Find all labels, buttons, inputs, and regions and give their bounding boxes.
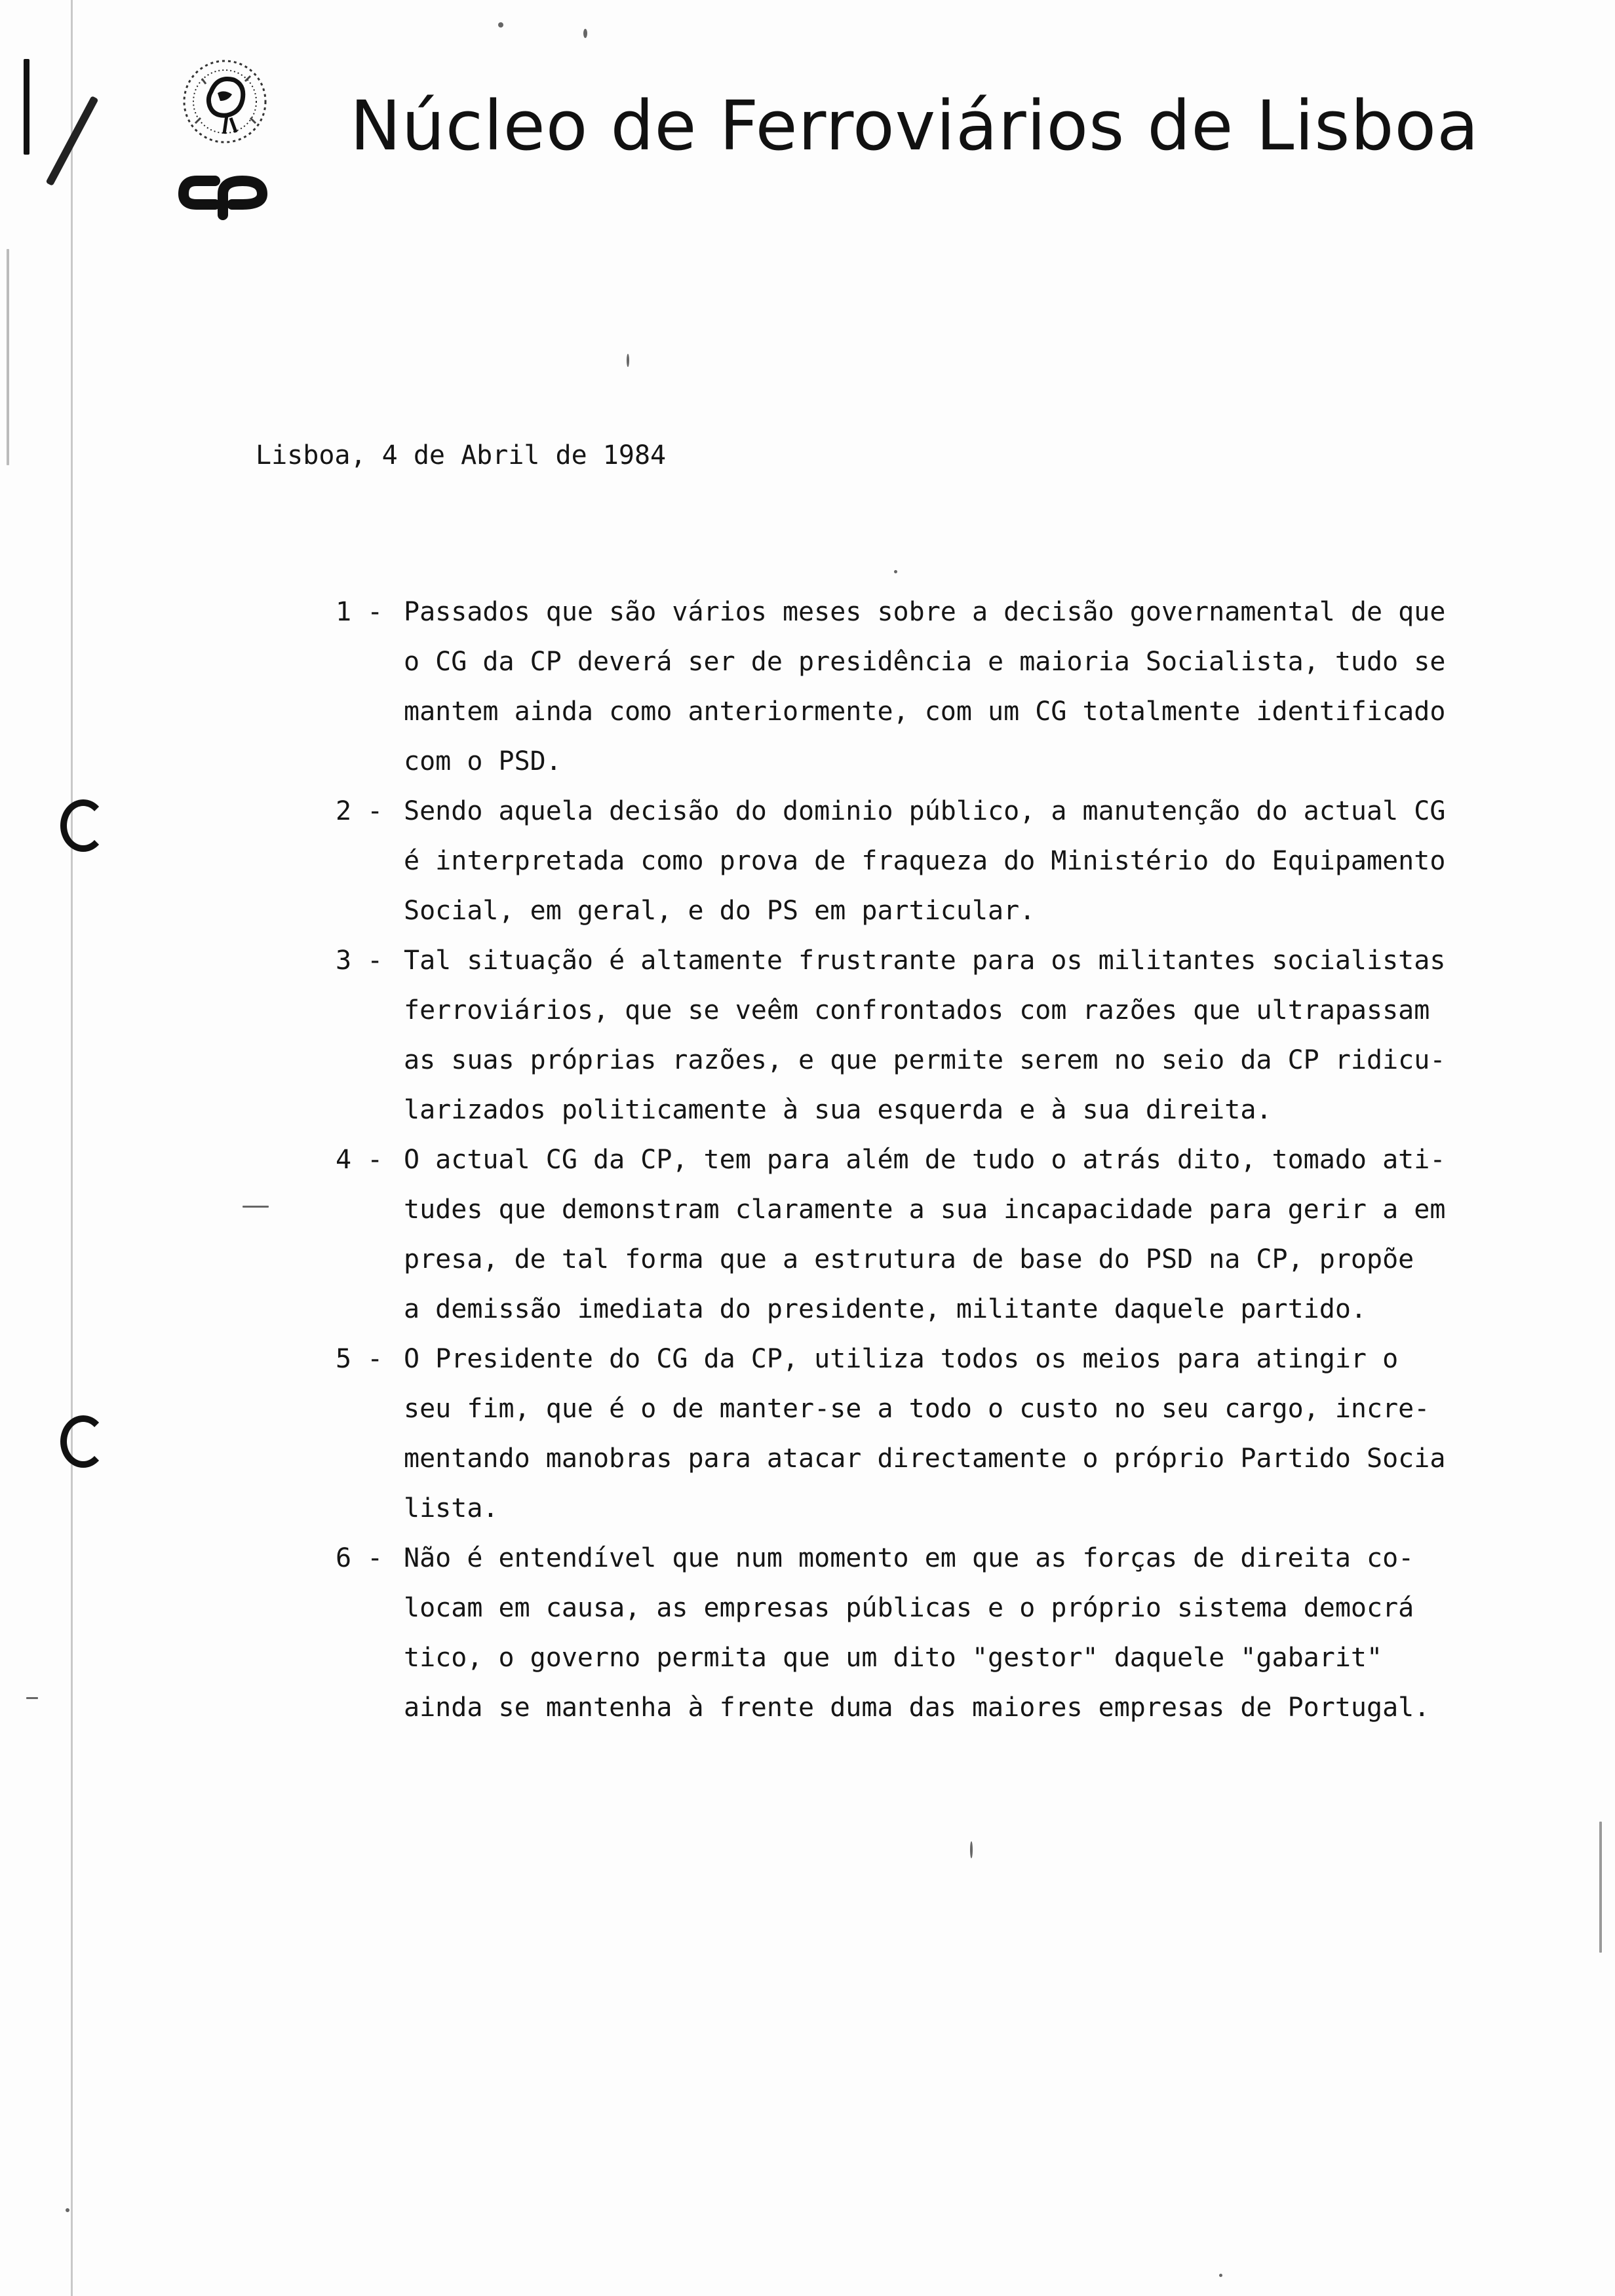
scan-speck xyxy=(66,2208,69,2212)
text-line: Social, em geral, e do PS em particular. xyxy=(404,896,1036,926)
item-text xyxy=(404,587,1528,786)
text-line: tico, o governo permita que um dito "gestor" daquele "gabarit" xyxy=(404,1643,1383,1673)
list-item xyxy=(336,1533,1528,1732)
text-line: presa, de tal forma que a estrutura de base do PSD na CP, propõe xyxy=(404,1244,1414,1274)
organization-title: Núcleo de Ferroviários de Lisboa xyxy=(350,86,1479,166)
item-text xyxy=(404,786,1528,936)
list-item xyxy=(336,1135,1528,1334)
scan-speck xyxy=(1599,1822,1602,1953)
item-number: 5 - xyxy=(336,1344,383,1374)
text-line: Tal situação é altamente frustrante para os militantes socialistas xyxy=(404,946,1446,976)
text-line: Não é entendível que num momento em que as forças de direita co- xyxy=(404,1543,1414,1573)
text-line: tudes que demonstram claramente a sua incapacidade para gerir a em xyxy=(404,1195,1446,1225)
item-number: 4 - xyxy=(336,1145,383,1175)
party-emblem-icon xyxy=(172,52,278,151)
text-line: as suas próprias razões, e que permite serem no seio da CP ridicu- xyxy=(404,1045,1446,1075)
item-number: 2 - xyxy=(336,796,383,826)
text-line: Passados que são vários meses sobre a decisão governamental de que xyxy=(404,597,1446,627)
item-text xyxy=(404,1135,1528,1334)
text-line: lista. xyxy=(404,1493,499,1523)
list-item xyxy=(336,587,1528,786)
text-line: mentando manobras para atacar directamente o próprio Partido Socia xyxy=(404,1444,1446,1474)
text-line: a demissão imediata do presidente, militante daquele partido. xyxy=(404,1294,1367,1324)
punch-hole-top xyxy=(60,799,106,852)
item-number: 1 - xyxy=(336,597,383,627)
punch-hole-bottom xyxy=(60,1415,106,1468)
item-text xyxy=(404,1533,1528,1732)
text-line: ainda se mantenha à frente duma das maiores empresas de Portugal. xyxy=(404,1693,1430,1723)
letter-date: Lisboa, 4 de Abril de 1984 xyxy=(256,440,667,470)
binder-mark xyxy=(24,59,29,155)
text-line: larizados politicamente à sua esquerda e à sua direita. xyxy=(404,1095,1272,1125)
list-item xyxy=(336,1334,1528,1533)
scan-speck xyxy=(583,29,587,38)
scan-speck xyxy=(7,249,9,465)
text-line: é interpretada como prova de fraqueza do Ministério do Equipamento xyxy=(404,846,1446,876)
scan-speck xyxy=(498,22,503,28)
scan-speck xyxy=(894,570,897,573)
text-line: seu fim, que é o de manter-se a todo o custo no seu cargo, incre- xyxy=(404,1394,1430,1424)
scan-speck xyxy=(1219,2274,1222,2277)
text-line: o CG da CP deverá ser de presidência e maioria Socialista, tudo se xyxy=(404,647,1446,677)
numbered-points-list xyxy=(336,587,1528,1732)
list-item xyxy=(336,936,1528,1135)
text-line: com o PSD. xyxy=(404,746,562,776)
item-number: 3 - xyxy=(336,946,383,976)
list-item xyxy=(336,786,1528,936)
scan-speck xyxy=(243,1206,269,1208)
scan-speck xyxy=(970,1841,973,1858)
text-line: O actual CG da CP, tem para além de tudo o atrás dito, tomado ati- xyxy=(404,1145,1446,1175)
scan-speck xyxy=(627,354,629,367)
text-line: O Presidente do CG da CP, utiliza todos os meios para atingir o xyxy=(404,1344,1399,1374)
text-line: Sendo aquela decisão do dominio público, a manutenção do actual CG xyxy=(404,796,1446,826)
text-line: ferroviários, que se veêm confrontados com razões que ultrapassam xyxy=(404,995,1430,1025)
scan-speck xyxy=(26,1697,38,1699)
item-text xyxy=(404,936,1528,1135)
item-number: 6 - xyxy=(336,1543,383,1573)
binder-margin-line xyxy=(71,0,73,2296)
text-line: locam em causa, as empresas públicas e o próprio sistema democrá xyxy=(404,1593,1414,1623)
text-line: mantem ainda como anteriormente, com um CG totalmente identificado xyxy=(404,697,1446,727)
item-text xyxy=(404,1334,1528,1533)
cp-logo-icon xyxy=(177,172,275,224)
